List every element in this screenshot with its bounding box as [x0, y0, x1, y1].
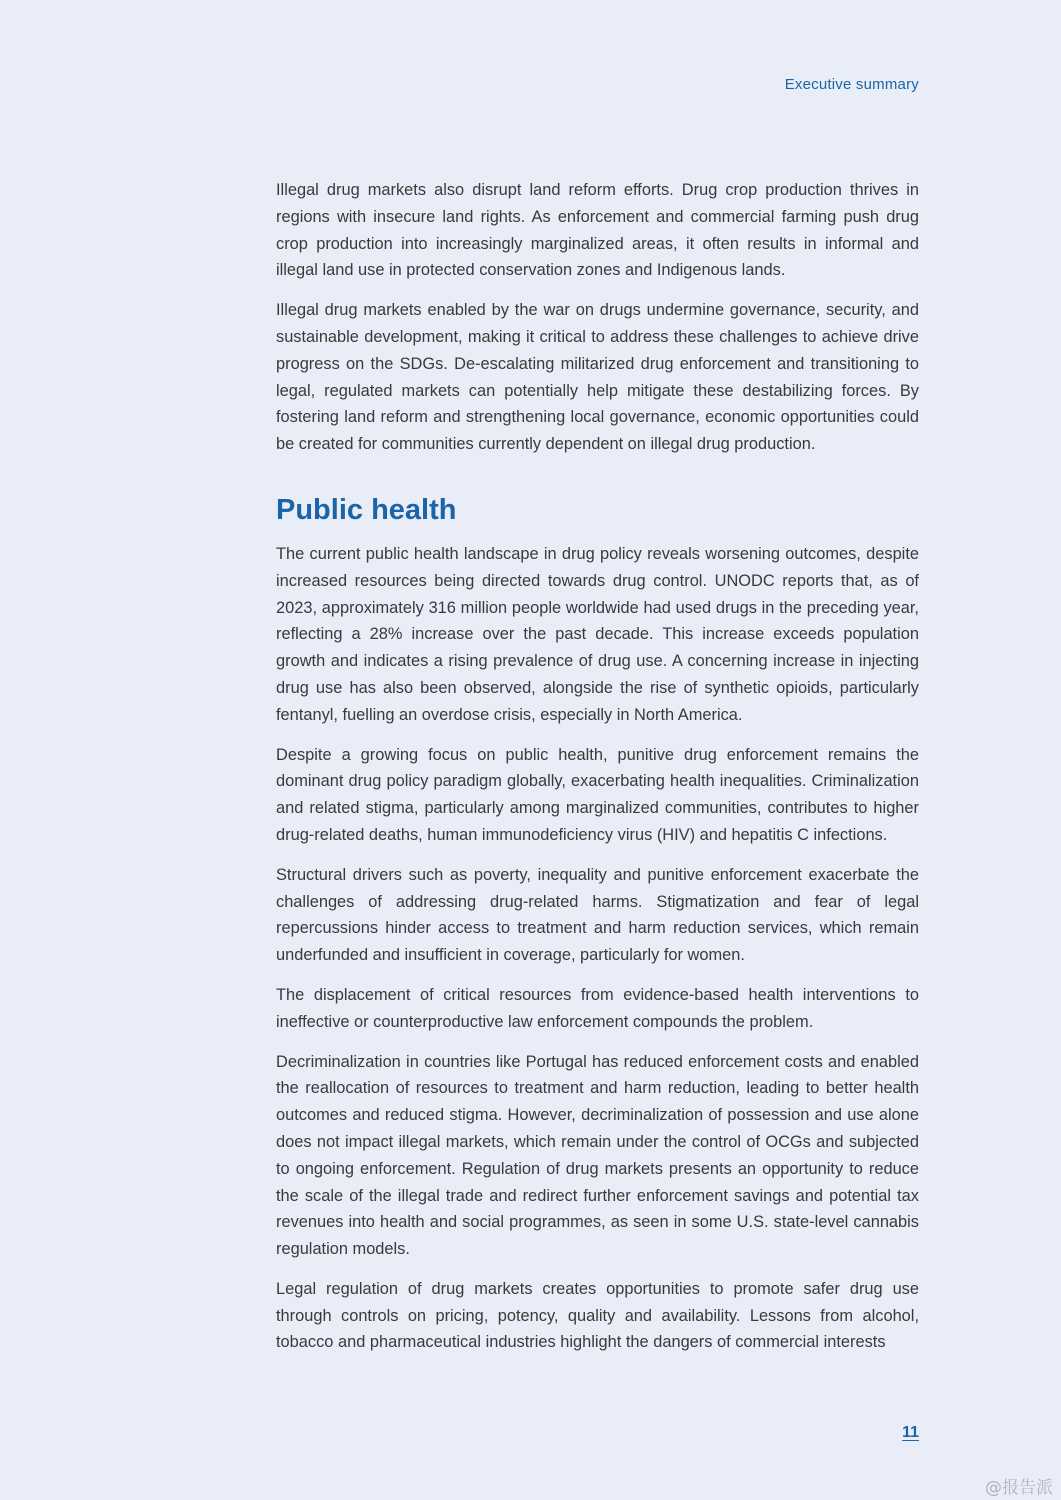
body-paragraph: Decriminalization in countries like Portugal has reduced enforcement costs and enabled the reallocation of resources to treatment and harm reduction, leading to better health outcomes and reduced stigma. However, decriminalization of possession and use alone does not impact illegal markets, which remain under the control of OCGs and subjected to ongoing enforcement. Regulation of drug markets presents an opportunity to reduce the scale of the illegal trade and redirect further enforcement savings and potential tax revenues into health and social programmes, as seen in some U.S. state-level cannabis regulation models. — [276, 1052, 919, 1259]
body-paragraph: Structural drivers such as poverty, inequality and punitive enforcement exacerbate the challenges of addressing drug-related harms. Stigmatization and fear of legal repercussions hinder access to treatment and harm reduction services, which remain underfunded and insufficient in coverage, particularly for women. — [276, 865, 919, 965]
watermark: @报告派 — [985, 1478, 1053, 1498]
body-paragraph: The displacement of critical resources from evidence-based health interventions to ineffective or counterproductive law enforcement compounds the problem. — [276, 985, 919, 1031]
body-paragraph: Illegal drug markets also disrupt land reform efforts. Drug crop production thrives in regions with insecure land rights. As enforcement and commercial farming push drug crop production into increasingly marginalized areas, it often results in informal and illegal land use in protected conservation zones and Indigenous lands. — [276, 181, 919, 280]
running-header-title: Executive summary — [784, 76, 919, 93]
page-number: 11 — [902, 1424, 919, 1441]
body-paragraph: Legal regulation of drug markets creates opportunities to promote safer drug use through controls on pricing, potency, quality and availability. Lessons from alcohol, tobacco and pharmaceutical industries highlight the dangers of commercial interests — [276, 1279, 919, 1352]
section-heading: Public health — [276, 493, 457, 526]
body-paragraph: The current public health landscape in drug policy reveals worsening outcomes, despite increased resources being directed towards drug control. UNODC reports that, as of 2023, approximately 316 million people worldwide had used drugs in the preceding year, reflecting a 28% increase over the past decade. This increase exceeds population growth and indicates a rising prevalence of drug use. A concerning increase in injecting drug use has also been observed, alongside the rise of synthetic opioids, particularly fentanyl, fuelling an overdose crisis, especially in North America. — [276, 544, 919, 724]
document-body — [276, 177, 919, 1369]
body-paragraph: Despite a growing focus on public health, punitive drug enforcement remains the dominant drug policy paradigm globally, exacerbating health inequalities. Criminalization and related stigma, particularly among marginalized communities, contributes to higher drug-related deaths, human immunodeficiency virus (HIV) and hepatitis C infections. — [276, 745, 919, 844]
body-paragraph: Illegal drug markets enabled by the war on drugs undermine governance, security, and sustainable development, making it critical to address these challenges to achieve drive progress on the SDGs. De-escalating militarized drug enforcement and transitioning to legal, regulated markets can potentially help mitigate these destabilizing forces. By fostering land reform and strengthening local governance, economic opportunities could be created for communities currently dependent on illegal drug production. — [276, 301, 919, 454]
